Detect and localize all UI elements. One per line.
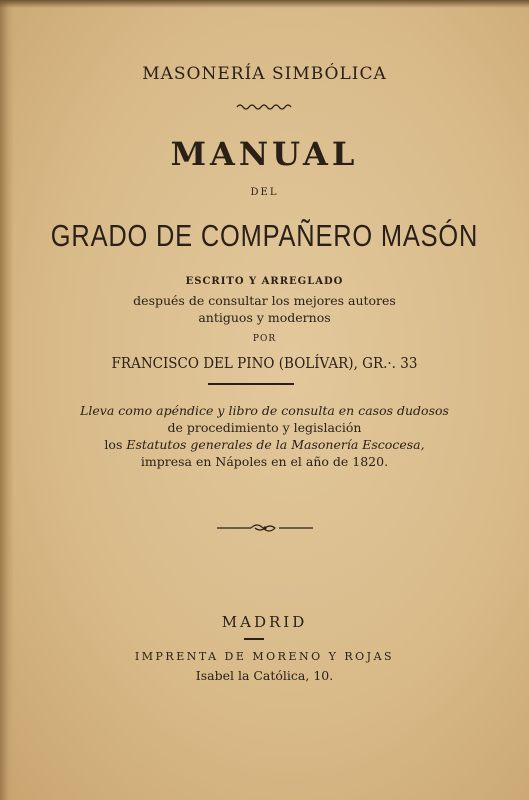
- despues-line: después de consultar los mejores autores: [133, 293, 396, 308]
- divider-rule: [208, 383, 294, 385]
- city-rule: [244, 638, 264, 640]
- appendix-line-2: de procedimiento y legislación: [167, 420, 362, 435]
- appendix-line-3-prefix: los: [104, 437, 127, 452]
- appendix-line-3: [0, 437, 529, 452]
- series-header: MASONERÍA SIMBÓLICA: [142, 64, 387, 84]
- printer: IMPRENTA DE MORENO Y ROJAS: [134, 650, 395, 663]
- city: MADRID: [221, 613, 308, 631]
- printer-address: Isabel la Católica, 10.: [195, 668, 334, 683]
- page-top-edge: [0, 0, 529, 8]
- escrito-line: ESCRITO Y ARREGLADO: [185, 276, 344, 287]
- author-name: FRANCISCO DEL PINO (BOLÍVAR), GR.·. 33: [111, 354, 418, 372]
- subtitle: GRADO DE COMPAÑERO MASÓN: [50, 218, 479, 253]
- appendix-line-3-italic: Estatutos generales de la Masonería Escocesa,: [126, 437, 425, 452]
- appendix-line-1: Lleva como apéndice y libro de consulta en casos dudosos: [80, 403, 449, 418]
- por-label: POR: [252, 334, 277, 344]
- title: MANUAL: [170, 135, 359, 173]
- appendix-line-4: impresa en Nápoles en el año de 1820.: [140, 454, 389, 469]
- title-connector: DEL: [250, 187, 279, 198]
- antiguos-line: antiguos y modernos: [198, 310, 331, 325]
- squiggle-ornament: [0, 96, 529, 115]
- flourish-ornament: [0, 519, 529, 538]
